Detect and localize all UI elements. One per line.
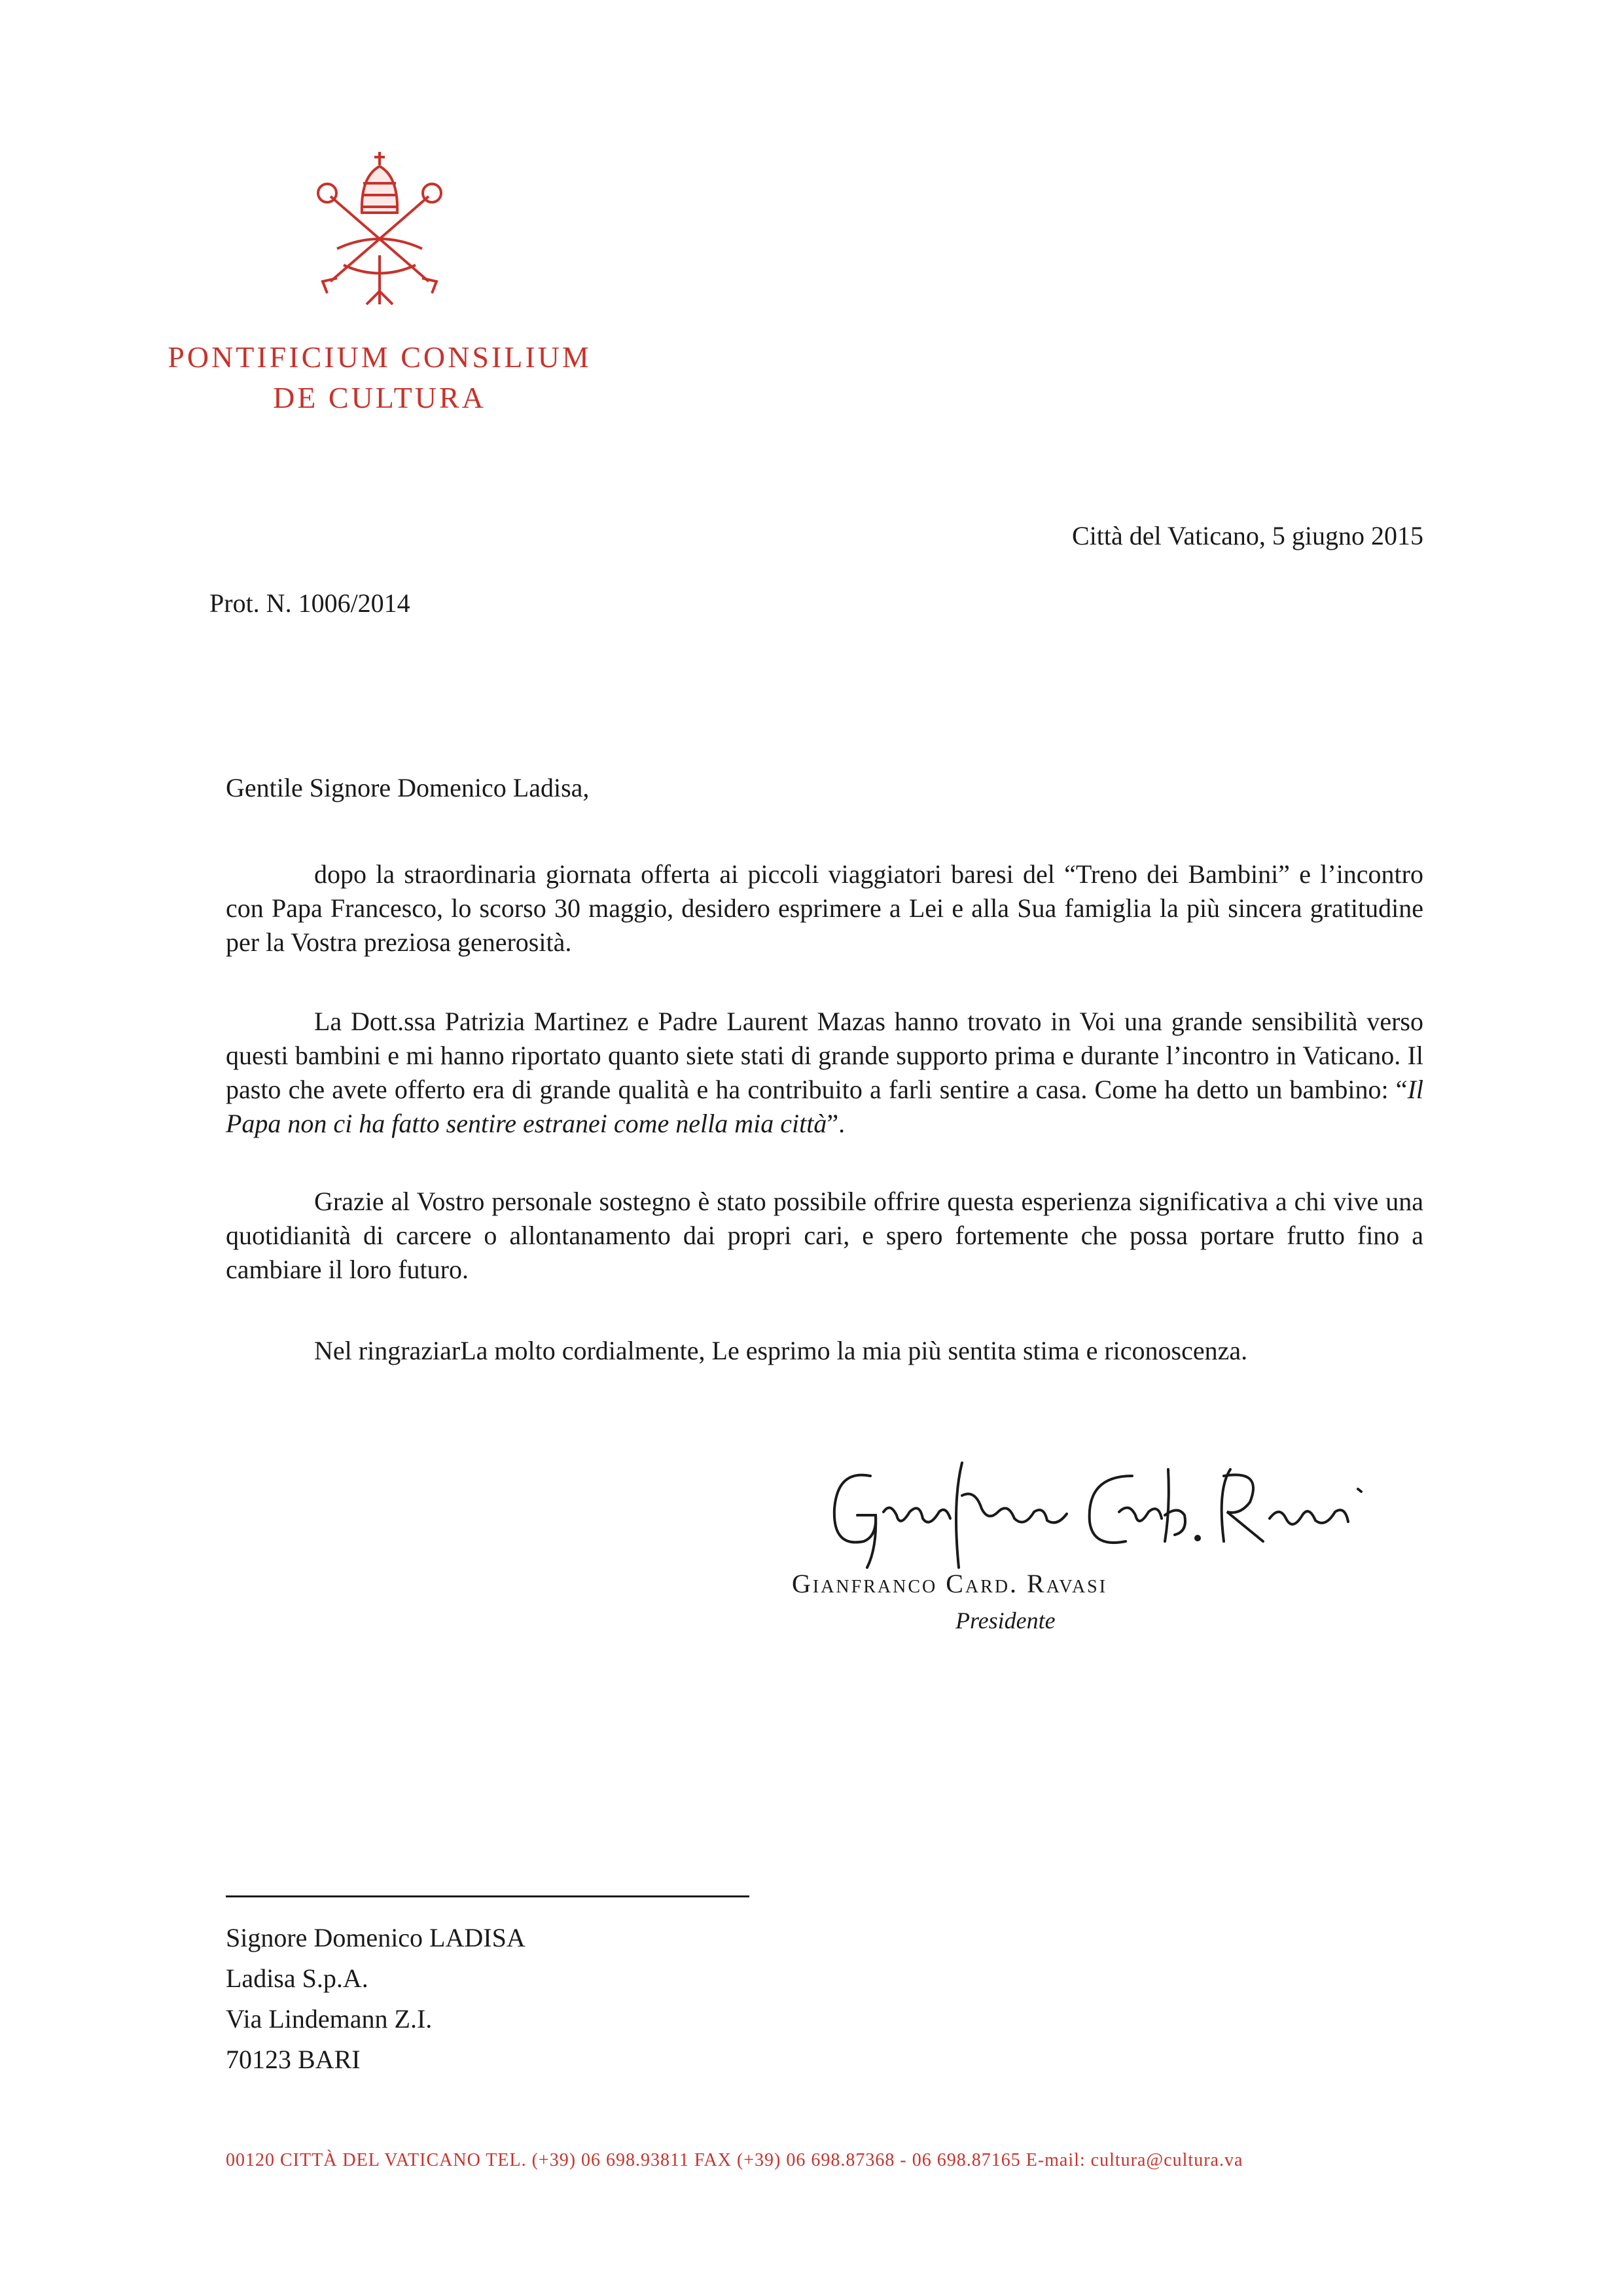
paragraph-4: Nel ringraziarLa molto cordialmente, Le esprimo la mia più sentita stima e riconoscenza. <box>314 1336 1248 1365</box>
signer-name: Gianfranco Card. Ravasi <box>792 1569 1108 1598</box>
letterhead <box>157 337 602 418</box>
handwritten-signature <box>812 1450 1374 1574</box>
letterhead-line-1: PONTIFICIUM CONSILIUM <box>168 340 592 374</box>
letter-date: Città del Vaticano, 5 giugno 2015 <box>1072 521 1423 550</box>
address-divider <box>226 1895 749 1897</box>
paragraph-2 <box>226 1005 1423 1141</box>
child-quote: Il Papa non ci ha fatto sentire estranei come nella mia città <box>226 1075 1423 1138</box>
recipient-line-2: Ladisa S.p.A. <box>226 1964 368 1993</box>
letterhead-line-2: DE CULTURA <box>273 381 486 414</box>
paragraph-3: Grazie al Vostro personale sostegno è stato possibile offrire questa esperienza significativa a chi vive una quotidianità di carcere o allontanamento dai propri cari, e spero fortemente che possa portare frutto fino a cambiare il loro futuro. <box>226 1187 1423 1284</box>
footer-contact: 00120 CITTÀ DEL VATICANO TEL. (+39) 06 698.93811 FAX (+39) 06 698.87368 - 06 698.87165 E-mail: cultura@cultura.va <box>226 2150 1243 2170</box>
salutation: Gentile Signore Domenico Ladisa, <box>226 773 590 802</box>
paragraph-1: dopo la straordinaria giornata offerta ai piccoli viaggiatori baresi del “Treno dei Bambini” e l’incontro con Papa Francesco, lo scorso 30 maggio, desidero esprimere a Lei e alla Sua famiglia la più sincera gratitudine per la Vostra preziosa generosità. <box>226 859 1423 957</box>
recipient-line-3: Via Lindemann Z.I. <box>226 2004 433 2034</box>
recipient-address <box>226 1918 526 2080</box>
papal-emblem-icon <box>298 151 461 308</box>
recipient-line-4: 70123 BARI <box>226 2045 361 2074</box>
protocol-number: Prot. N. 1006/2014 <box>209 588 410 618</box>
paragraph-2-end: ”. <box>827 1109 846 1138</box>
paragraph-2-text: La Dott.ssa Patrizia Martinez e Padre Laurent Mazas hanno trovato in Voi una grande sensibilità verso questi bambini e mi hanno riportato quanto siete stati di grande supporto prima e durante l’incontro in Vaticano. Il pasto che avete offerto era di grande qualità e ha contribuito a farli sentire a casa. Come ha detto un bambino: “ <box>226 1007 1423 1104</box>
signer-title: Presidente <box>955 1607 1056 1634</box>
recipient-line-1: Signore Domenico LADISA <box>226 1923 526 1952</box>
